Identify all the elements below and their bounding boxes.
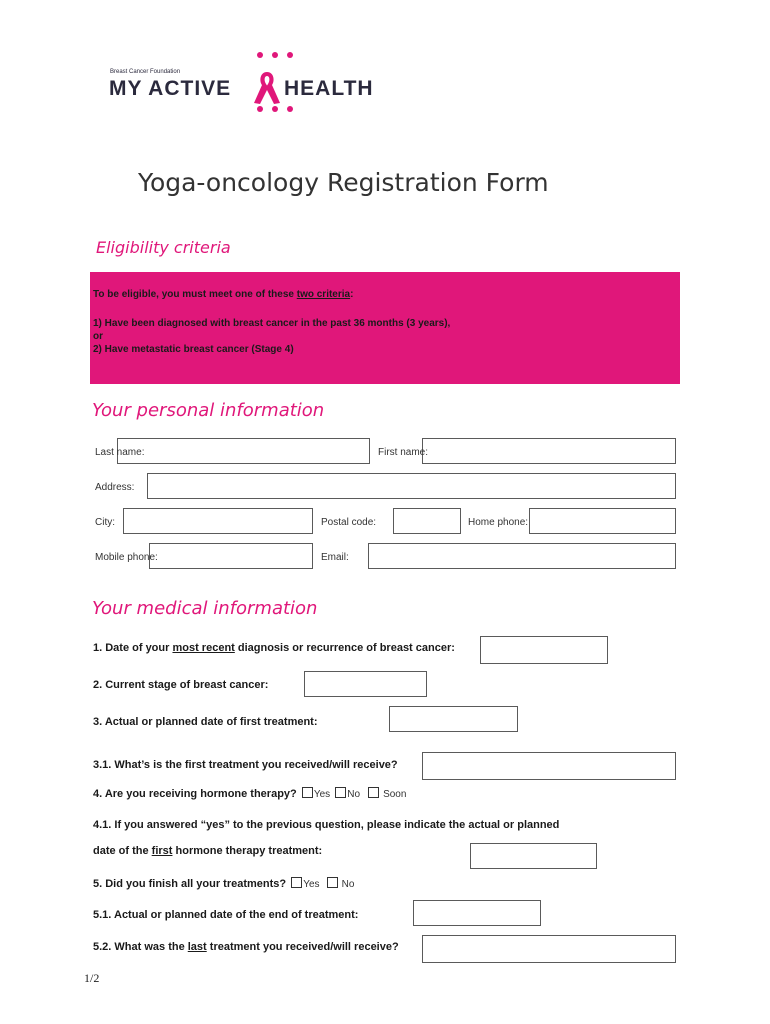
email-field[interactable] bbox=[368, 543, 676, 569]
logo-dot bbox=[257, 52, 263, 58]
logo-text-right: HEALTH bbox=[284, 77, 374, 100]
page-title: Yoga-oncology Registration Form bbox=[138, 168, 549, 197]
finished-yes-checkbox[interactable] bbox=[291, 877, 302, 888]
personal-heading: Your personal information bbox=[92, 400, 325, 421]
mobile-phone-label: Mobile phone: bbox=[95, 552, 158, 563]
first-name-label: First name: bbox=[378, 447, 429, 458]
last-treatment-field[interactable] bbox=[422, 935, 676, 963]
last-name-label: Last name: bbox=[95, 447, 145, 458]
last-name-field[interactable] bbox=[117, 438, 370, 464]
diagnosis-date-field[interactable] bbox=[480, 636, 608, 664]
question-3-1: 3.1. What’s is the first treatment you received/will receive? bbox=[93, 759, 398, 771]
logo-dot bbox=[272, 52, 278, 58]
address-field[interactable] bbox=[147, 473, 676, 499]
question-3: 3. Actual or planned date of first treatment: bbox=[93, 716, 318, 728]
medical-heading: Your medical information bbox=[92, 598, 318, 619]
question-1: 1. Date of your most recent diagnosis or recurrence of breast cancer: bbox=[93, 642, 455, 654]
hormone-no-checkbox[interactable] bbox=[335, 787, 346, 798]
hormone-start-date-field[interactable] bbox=[470, 843, 597, 869]
postal-code-field[interactable] bbox=[393, 508, 461, 534]
logo bbox=[100, 52, 390, 116]
city-field[interactable] bbox=[123, 508, 313, 534]
ribbon-icon bbox=[251, 70, 283, 106]
question-4-1-line2: date of the first hormone therapy treatment: bbox=[93, 845, 323, 857]
first-name-field[interactable] bbox=[422, 438, 676, 464]
logo-dot bbox=[257, 106, 263, 112]
hormone-yes-checkbox[interactable] bbox=[302, 787, 313, 798]
criterion-2: 2) Have metastatic breast cancer (Stage 4) bbox=[93, 344, 294, 355]
criterion-or: or bbox=[93, 331, 103, 342]
logo-foundation: Breast Cancer Foundation bbox=[110, 69, 181, 75]
question-4-1-line1: 4.1. If you answered “yes” to the previous question, please indicate the actual or planned bbox=[93, 819, 560, 831]
logo-dot bbox=[287, 106, 293, 112]
first-treatment-date-field[interactable] bbox=[389, 706, 518, 732]
hormone-soon-checkbox[interactable] bbox=[368, 787, 379, 798]
logo-text-left: MY ACTIVE bbox=[109, 77, 232, 100]
address-label: Address: bbox=[95, 482, 135, 493]
home-phone-label: Home phone: bbox=[468, 517, 529, 528]
end-treatment-date-field[interactable] bbox=[413, 900, 541, 926]
home-phone-field[interactable] bbox=[529, 508, 676, 534]
criterion-1: 1) Have been diagnosed with breast cancer in the past 36 months (3 years), bbox=[93, 318, 451, 329]
question-5-1: 5.1. Actual or planned date of the end of treatment: bbox=[93, 909, 359, 921]
mobile-phone-field[interactable] bbox=[149, 543, 313, 569]
eligibility-heading: Eligibility criteria bbox=[96, 238, 231, 257]
eligibility-intro: To be eligible, you must meet one of these two criteria: bbox=[93, 289, 354, 300]
logo-dot bbox=[272, 106, 278, 112]
first-treatment-field[interactable] bbox=[422, 752, 676, 780]
logo-dot bbox=[287, 52, 293, 58]
question-4: 4. Are you receiving hormone therapy? Yes No Soon bbox=[93, 788, 407, 800]
question-5-2: 5.2. What was the last treatment you received/will receive? bbox=[93, 941, 399, 953]
question-5: 5. Did you finish all your treatments? Yes No bbox=[93, 878, 355, 890]
question-2: 2. Current stage of breast cancer: bbox=[93, 679, 269, 691]
finished-no-checkbox[interactable] bbox=[327, 877, 338, 888]
postal-code-label: Postal code: bbox=[321, 517, 377, 528]
city-label: City: bbox=[95, 517, 115, 528]
page-number: 1/2 bbox=[84, 971, 100, 985]
cancer-stage-field[interactable] bbox=[304, 671, 427, 697]
email-label: Email: bbox=[321, 552, 349, 563]
